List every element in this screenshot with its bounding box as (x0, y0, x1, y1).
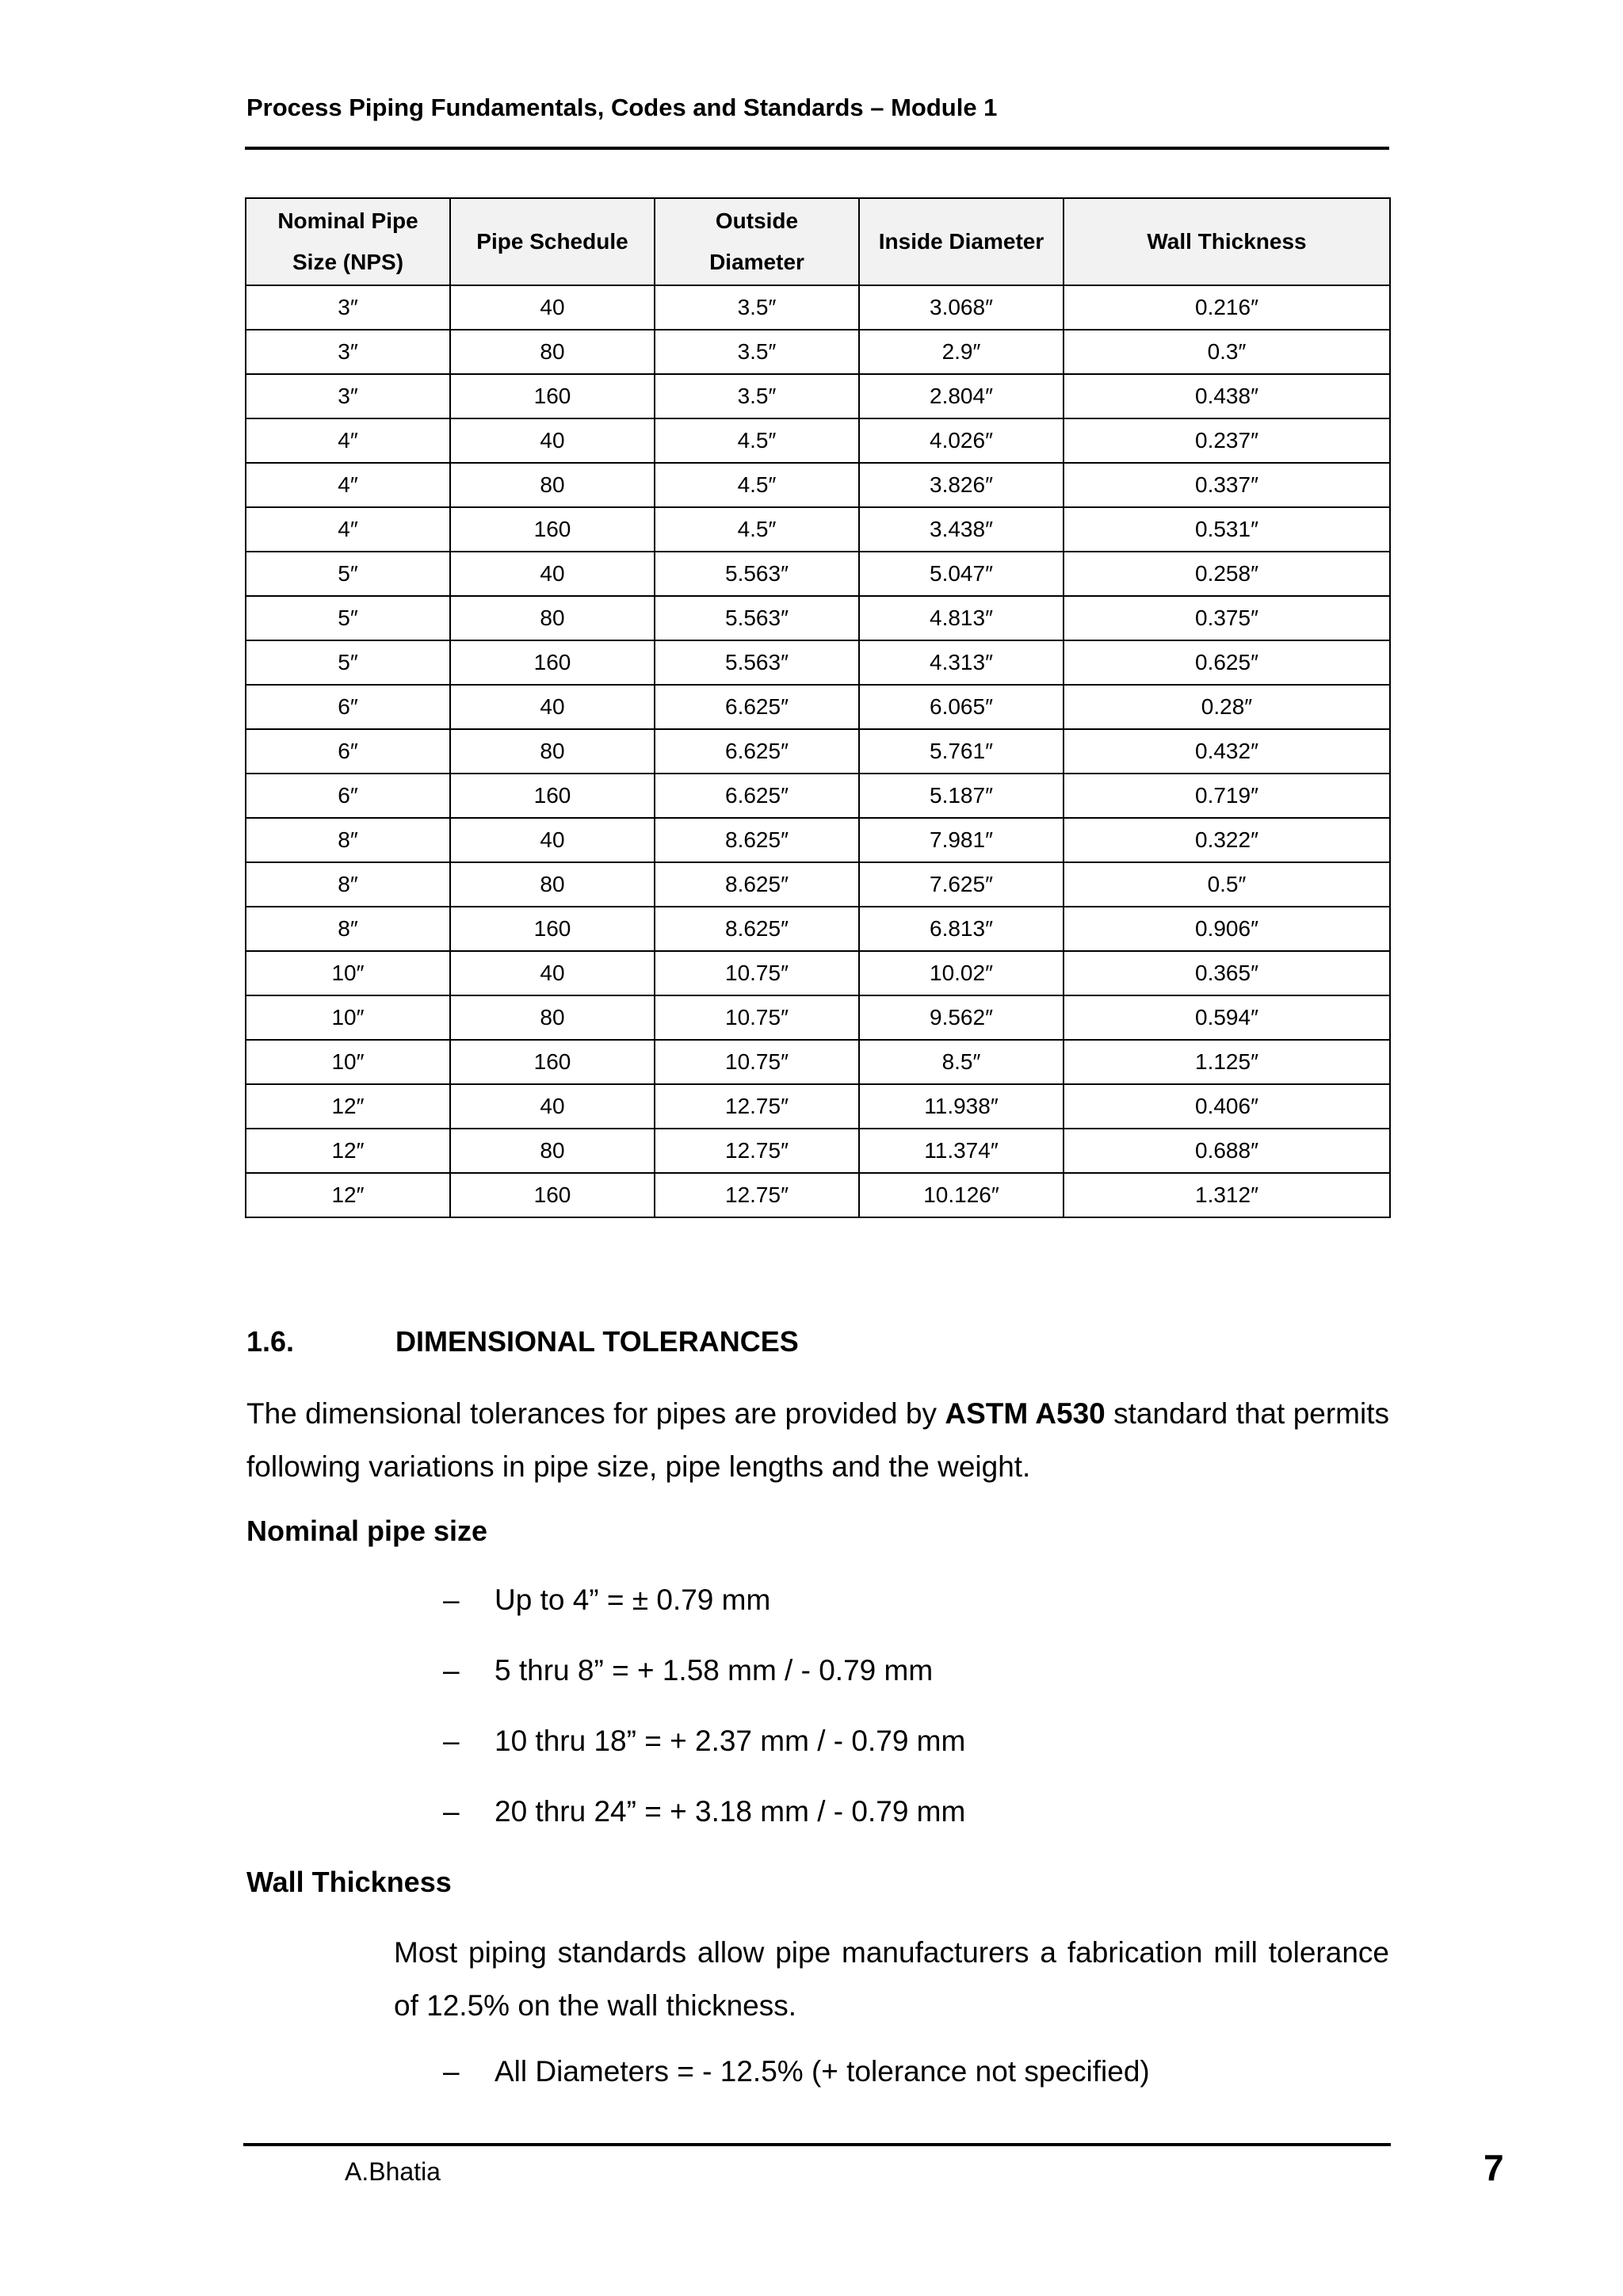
col-header-wall-thickness: Wall Thickness (1064, 198, 1390, 285)
cell-nps: 8″ (246, 818, 450, 862)
cell-outside-diameter: 8.625″ (655, 818, 859, 862)
table-row (246, 1173, 1390, 1217)
cell-wall-thickness: 0.432″ (1064, 729, 1390, 774)
cell-wall-thickness: 0.258″ (1064, 552, 1390, 596)
cell-schedule: 40 (450, 951, 655, 995)
cell-nps: 6″ (246, 685, 450, 729)
cell-nps: 12″ (246, 1129, 450, 1173)
cell-inside-diameter: 2.9″ (859, 330, 1064, 374)
cell-nps: 3″ (246, 374, 450, 418)
table-row (246, 596, 1390, 640)
cell-wall-thickness: 0.5″ (1064, 862, 1390, 907)
cell-outside-diameter: 3.5″ (655, 330, 859, 374)
cell-nps: 3″ (246, 330, 450, 374)
table-row (246, 1084, 1390, 1129)
cell-outside-diameter: 10.75″ (655, 1040, 859, 1084)
cell-wall-thickness: 0.3″ (1064, 330, 1390, 374)
cell-nps: 10″ (246, 1040, 450, 1084)
table-row (246, 640, 1390, 685)
cell-wall-thickness: 0.906″ (1064, 907, 1390, 951)
table-row (246, 774, 1390, 818)
cell-nps: 12″ (246, 1173, 450, 1217)
cell-outside-diameter: 5.563″ (655, 552, 859, 596)
wall-thickness-paragraph: Most piping standards allow pipe manufacturers a fabrication mill tolerance of 12.5% on the wall thickness. (394, 1936, 1389, 2022)
cell-schedule: 80 (450, 862, 655, 907)
table-row (246, 507, 1390, 552)
list-item: – 5 thru 8” = + 1.58 mm / - 0.79 mm (443, 1654, 934, 1687)
cell-schedule: 160 (450, 1173, 655, 1217)
cell-schedule: 160 (450, 1040, 655, 1084)
section-heading (246, 1325, 799, 1358)
cell-wall-thickness: 0.531″ (1064, 507, 1390, 552)
table-row (246, 995, 1390, 1040)
cell-wall-thickness: 0.625″ (1064, 640, 1390, 685)
nominal-pipe-size-heading: Nominal pipe size (246, 1515, 488, 1547)
footer-author: A.Bhatia (345, 2157, 441, 2186)
section-number: 1.6. (246, 1325, 295, 1358)
cell-schedule: 160 (450, 907, 655, 951)
cell-wall-thickness: 0.406″ (1064, 1084, 1390, 1129)
table-row (246, 285, 1390, 330)
cell-inside-diameter: 4.313″ (859, 640, 1064, 685)
cell-inside-diameter: 3.826″ (859, 463, 1064, 507)
cell-inside-diameter: 6.813″ (859, 907, 1064, 951)
cell-inside-diameter: 5.761″ (859, 729, 1064, 774)
cell-nps: 10″ (246, 995, 450, 1040)
cell-outside-diameter: 6.625″ (655, 774, 859, 818)
cell-nps: 12″ (246, 1084, 450, 1129)
cell-schedule: 80 (450, 596, 655, 640)
cell-wall-thickness: 0.28″ (1064, 685, 1390, 729)
cell-nps: 4″ (246, 418, 450, 463)
cell-schedule: 80 (450, 729, 655, 774)
table-row (246, 907, 1390, 951)
col-header-nps: Nominal Pipe Size (NPS) (246, 198, 450, 285)
cell-inside-diameter: 3.068″ (859, 285, 1064, 330)
cell-wall-thickness: 0.375″ (1064, 596, 1390, 640)
cell-outside-diameter: 8.625″ (655, 862, 859, 907)
cell-wall-thickness: 0.216″ (1064, 285, 1390, 330)
cell-wall-thickness: 0.719″ (1064, 774, 1390, 818)
table-row (246, 552, 1390, 596)
cell-wall-thickness: 0.594″ (1064, 995, 1390, 1040)
cell-schedule: 160 (450, 374, 655, 418)
cell-nps: 10″ (246, 951, 450, 995)
cell-inside-diameter: 3.438″ (859, 507, 1064, 552)
cell-inside-diameter: 7.625″ (859, 862, 1064, 907)
cell-schedule: 40 (450, 285, 655, 330)
cell-inside-diameter: 10.126″ (859, 1173, 1064, 1217)
col-header-inside-diameter: Inside Diameter (859, 198, 1064, 285)
cell-outside-diameter: 12.75″ (655, 1173, 859, 1217)
cell-inside-diameter: 5.187″ (859, 774, 1064, 818)
table-row (246, 418, 1390, 463)
list-item: – 20 thru 24” = + 3.18 mm / - 0.79 mm (443, 1795, 966, 1828)
cell-wall-thickness: 0.438″ (1064, 374, 1390, 418)
table-row (246, 818, 1390, 862)
cell-wall-thickness: 0.237″ (1064, 418, 1390, 463)
table-row (246, 951, 1390, 995)
page-number: 7 (1484, 2147, 1504, 2188)
cell-schedule: 80 (450, 463, 655, 507)
cell-schedule: 40 (450, 818, 655, 862)
cell-outside-diameter: 10.75″ (655, 951, 859, 995)
cell-inside-diameter: 5.047″ (859, 552, 1064, 596)
cell-schedule: 40 (450, 418, 655, 463)
cell-schedule: 160 (450, 640, 655, 685)
cell-nps: 5″ (246, 552, 450, 596)
table-row (246, 862, 1390, 907)
intro-paragraph: The dimensional tolerances for pipes are provided by ASTM A530 standard that permits following variations in pipe size, pipe lengths and the weight. (246, 1397, 1389, 1483)
cell-schedule: 40 (450, 1084, 655, 1129)
cell-outside-diameter: 4.5″ (655, 418, 859, 463)
cell-outside-diameter: 5.563″ (655, 640, 859, 685)
table-row (246, 374, 1390, 418)
cell-wall-thickness: 0.688″ (1064, 1129, 1390, 1173)
cell-outside-diameter: 12.75″ (655, 1084, 859, 1129)
cell-outside-diameter: 6.625″ (655, 729, 859, 774)
cell-outside-diameter: 4.5″ (655, 463, 859, 507)
cell-outside-diameter: 3.5″ (655, 285, 859, 330)
cell-wall-thickness: 0.322″ (1064, 818, 1390, 862)
cell-nps: 8″ (246, 862, 450, 907)
col-header-outside-diameter: Outside Diameter (655, 198, 859, 285)
cell-nps: 8″ (246, 907, 450, 951)
cell-nps: 4″ (246, 507, 450, 552)
table-row (246, 330, 1390, 374)
cell-nps: 5″ (246, 640, 450, 685)
table-row (246, 729, 1390, 774)
cell-outside-diameter: 5.563″ (655, 596, 859, 640)
table-body (246, 285, 1390, 1217)
cell-schedule: 40 (450, 685, 655, 729)
pipe-dimensions-table (245, 197, 1391, 1218)
cell-wall-thickness: 1.125″ (1064, 1040, 1390, 1084)
cell-wall-thickness: 0.365″ (1064, 951, 1390, 995)
cell-nps: 5″ (246, 596, 450, 640)
wall-thickness-heading: Wall Thickness (246, 1866, 452, 1898)
cell-wall-thickness: 0.337″ (1064, 463, 1390, 507)
header-rule (245, 147, 1389, 150)
cell-inside-diameter: 11.938″ (859, 1084, 1064, 1129)
table-row (246, 463, 1390, 507)
cell-inside-diameter: 4.813″ (859, 596, 1064, 640)
cell-schedule: 80 (450, 995, 655, 1040)
cell-inside-diameter: 10.02″ (859, 951, 1064, 995)
cell-wall-thickness: 1.312″ (1064, 1173, 1390, 1217)
cell-outside-diameter: 4.5″ (655, 507, 859, 552)
cell-nps: 4″ (246, 463, 450, 507)
cell-outside-diameter: 6.625″ (655, 685, 859, 729)
list-item: – All Diameters = - 12.5% (+ tolerance not specified) (443, 2055, 1150, 2088)
cell-inside-diameter: 9.562″ (859, 995, 1064, 1040)
cell-nps: 6″ (246, 774, 450, 818)
cell-schedule: 80 (450, 330, 655, 374)
page-header-title: Process Piping Fundamentals, Codes and Standards – Module 1 (246, 94, 998, 121)
table-row (246, 1129, 1390, 1173)
table-header-row (246, 198, 1390, 285)
list-item: – Up to 4” = ± 0.79 mm (443, 1584, 771, 1616)
standard-name: ASTM A530 (945, 1397, 1106, 1430)
cell-outside-diameter: 8.625″ (655, 907, 859, 951)
cell-inside-diameter: 6.065″ (859, 685, 1064, 729)
cell-outside-diameter: 3.5″ (655, 374, 859, 418)
cell-schedule: 160 (450, 507, 655, 552)
cell-inside-diameter: 11.374″ (859, 1129, 1064, 1173)
cell-outside-diameter: 12.75″ (655, 1129, 859, 1173)
list-item: – 10 thru 18” = + 2.37 mm / - 0.79 mm (443, 1725, 966, 1757)
col-header-schedule: Pipe Schedule (450, 198, 655, 285)
table-row (246, 1040, 1390, 1084)
cell-inside-diameter: 7.981″ (859, 818, 1064, 862)
cell-nps: 3″ (246, 285, 450, 330)
cell-inside-diameter: 2.804″ (859, 374, 1064, 418)
cell-outside-diameter: 10.75″ (655, 995, 859, 1040)
table-row (246, 685, 1390, 729)
cell-nps: 6″ (246, 729, 450, 774)
cell-schedule: 40 (450, 552, 655, 596)
section-title: DIMENSIONAL TOLERANCES (395, 1325, 799, 1358)
cell-inside-diameter: 4.026″ (859, 418, 1064, 463)
footer-rule (243, 2143, 1391, 2146)
cell-schedule: 80 (450, 1129, 655, 1173)
cell-schedule: 160 (450, 774, 655, 818)
cell-inside-diameter: 8.5″ (859, 1040, 1064, 1084)
